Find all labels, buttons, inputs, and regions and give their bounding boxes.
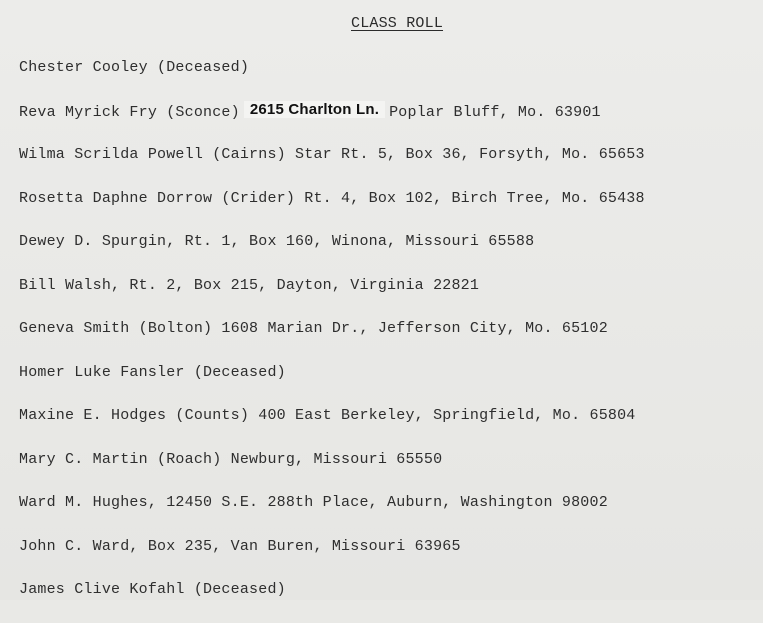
- roll-entry-smith: Geneva Smith (Bolton) 1608 Marian Dr., Jefferson City, Mo. 65102: [19, 320, 608, 337]
- roll-entry-spurgin: Dewey D. Spurgin, Rt. 1, Box 160, Winona, Missouri 65588: [19, 233, 535, 250]
- roll-entry-cooley: Chester Cooley (Deceased): [19, 59, 250, 76]
- roll-entry-powell: Wilma Scrilda Powell (Cairns) Star Rt. 5, Box 36, Forsyth, Mo. 65653: [19, 146, 645, 163]
- roll-entry-kofahl: James Clive Kofahl (Deceased): [19, 581, 286, 598]
- class-roll-list: [19, 57, 645, 623]
- roll-entry-martin: Mary C. Martin (Roach) Newburg, Missouri 65550: [19, 450, 443, 468]
- roll-entry-ward: John C. Ward, Box 235, Van Buren, Missouri 63965: [19, 537, 461, 555]
- document-title: CLASS ROLL: [351, 15, 444, 32]
- roll-entry-fansler: Homer Luke Fansler (Deceased): [19, 363, 286, 381]
- roll-entry-hodges: Maxine E. Hodges (Counts) 400 East Berkeley, Springfield, Mo. 65804: [19, 407, 636, 424]
- roll-entry-dorrow: Rosetta Daphne Dorrow (Crider) Rt. 4, Box 102, Birch Tree, Mo. 65438: [19, 189, 645, 207]
- roll-entry-walsh: Bill Walsh, Rt. 2, Box 215, Dayton, Virginia 22821: [19, 276, 480, 294]
- roll-entry-fry: [19, 101, 645, 145]
- roll-entry-hughes: Ward M. Hughes, 12450 S.E. 288th Place, Auburn, Washington 98002: [19, 494, 608, 511]
- pasted-address-label: 2615 Charlton Ln.: [244, 101, 385, 118]
- roll-entry-fry-name: Reva Myrick Fry (Sconce): [19, 103, 240, 121]
- roll-entry-fry-city: Poplar Bluff, Mo. 63901: [389, 103, 601, 121]
